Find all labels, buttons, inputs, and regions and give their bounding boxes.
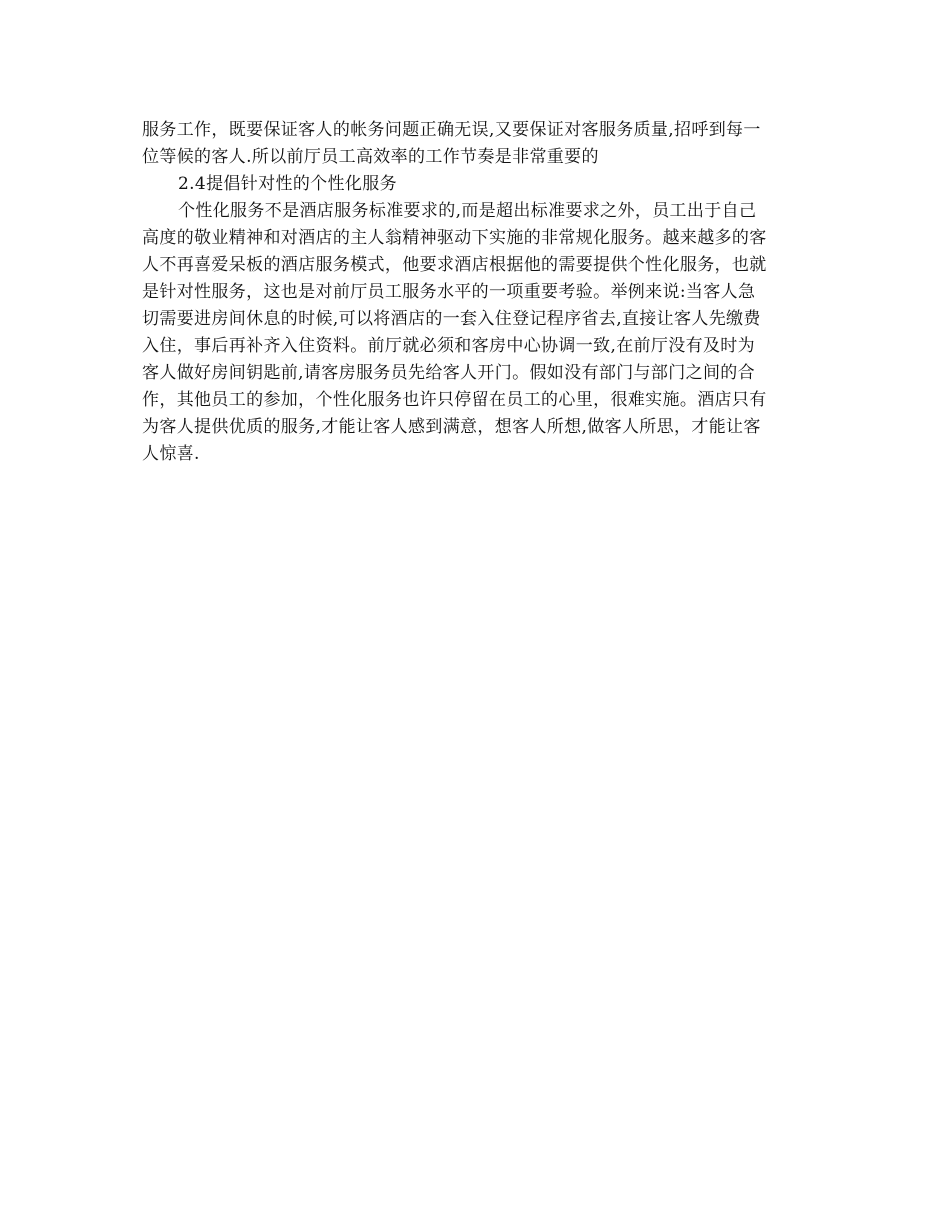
text-line: 位等候的客人.所以前厅员工高效率的工作节奏是非常重要的 — [142, 147, 599, 167]
text-line: 入住，事后再补齐入住资料。前厅就必须和客房中心协调一致,在前厅没有及时为 — [142, 336, 756, 356]
text-line: 客人做好房间钥匙前,请客房服务员先给客人开门。假如没有部门与部门之间的合 — [142, 363, 756, 383]
text-line: 服务工作，既要保证客人的帐务问题正确无误,又要保证对客服务质量,招呼到每一 — [142, 120, 761, 140]
text-line: 人不再喜爱呆板的酒店服务模式，他要求酒店根据他的需要提供个性化服务，也就 — [142, 255, 767, 275]
document-body — [142, 117, 812, 468]
text-line: 是针对性服务，这也是对前厅员工服务水平的一项重要考验。举例来说:当客人急 — [142, 282, 756, 302]
paragraph-continuation — [142, 117, 812, 171]
text-line: 作，其他员工的参加，个性化服务也许只停留在员工的心里，很难实施。酒店只有 — [142, 390, 767, 410]
paragraph-personalized-service — [142, 198, 812, 468]
text-line: 切需要进房间休息的时候,可以将酒店的一套入住登记程序省去,直接让客人先缴费 — [142, 309, 761, 329]
text-line: 个性化服务不是酒店服务标准要求的,而是超出标准要求之外，员工出于自己 — [178, 201, 757, 221]
text-line: 高度的敬业精神和对酒店的主人翁精神驱动下实施的非常规化服务。越来越多的客 — [142, 228, 767, 248]
text-line: 为客人提供优质的服务,才能让客人感到满意，想客人所想,做客人所思，才能让客 — [142, 417, 761, 437]
section-heading: 2.4提倡针对性的个性化服务 — [178, 174, 397, 194]
text-line: 人惊喜. — [142, 444, 200, 464]
